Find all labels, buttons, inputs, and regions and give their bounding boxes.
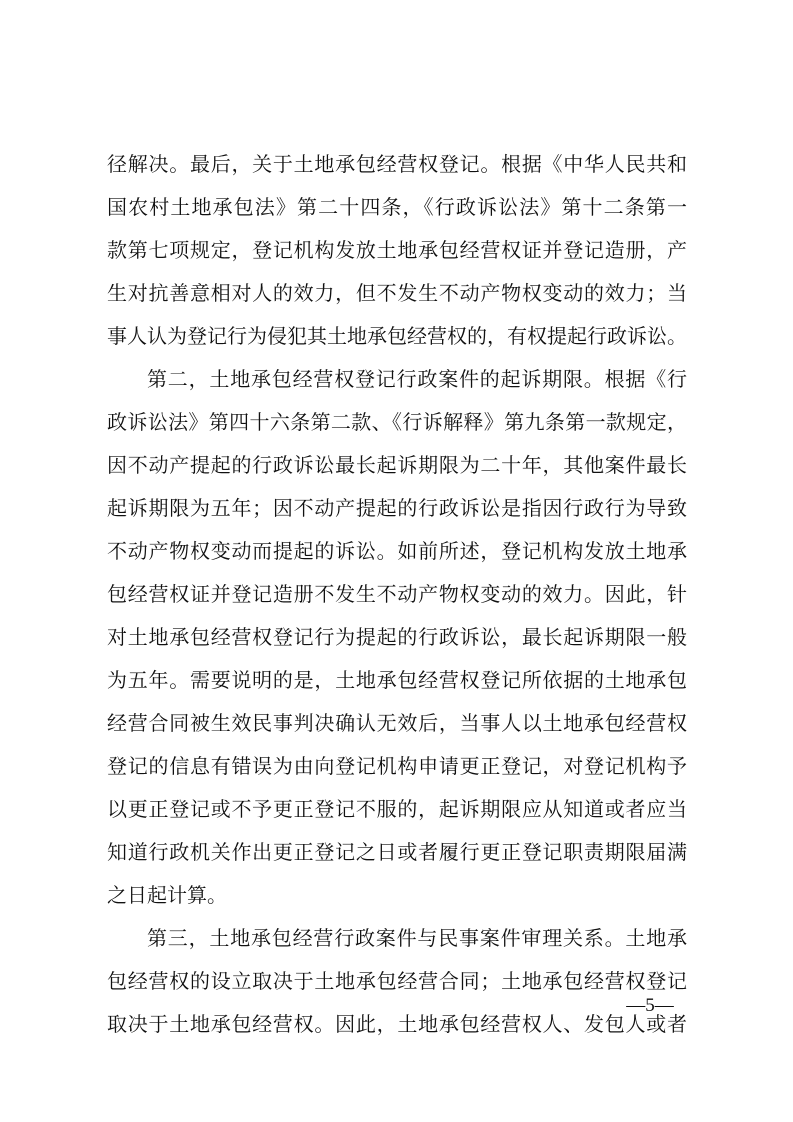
paragraph-2-line-13: 之日起计算。: [107, 883, 227, 907]
paragraph-1-line-5: 事人认为登记行为侵犯其土地承包经营权的，有权提起行政诉讼。: [107, 324, 687, 348]
paragraph-2-line-9: 经营合同被生效民事判决确认无效后，当事人以土地承包经营权: [107, 711, 687, 735]
paragraph-2-line-10: 登记的信息有错误为由向登记机构申请更正登记，对登记机构予: [107, 754, 687, 778]
paragraph-2-line-8: 为五年。需要说明的是，土地承包经营权登记所依据的土地承包: [107, 668, 687, 692]
paragraph-2-line-6: 包经营权证并登记造册不发生不动产物权变动的效力。因此，针: [107, 582, 687, 606]
paragraph-2-line-12: 知道行政机关作出更正登记之日或者履行更正登记职责期限届满: [107, 840, 687, 864]
paragraph-2-line-3: 因不动产提起的行政诉讼最长起诉期限为二十年，其他案件最长: [107, 453, 687, 477]
paragraph-2-line-1: 第二，土地承包经营权登记行政案件的起诉期限。根据《行: [147, 367, 687, 391]
paragraph-2-line-4: 起诉期限为五年；因不动产提起的行政诉讼是指因行政行为导致: [107, 496, 687, 520]
paragraph-1-line-4: 生对抗善意相对人的效力，但不发生不动产物权变动的效力；当: [107, 281, 687, 305]
paragraph-3-line-1: 第三，土地承包经营行政案件与民事案件审理关系。土地承: [147, 926, 687, 950]
paragraph-1-line-1: 径解决。最后，关于土地承包经营权登记。根据《中华人民共和: [107, 152, 687, 176]
page-number: —5—: [626, 995, 674, 1016]
paragraph-2-line-11: 以更正登记或不予更正登记不服的，起诉期限应从知道或者应当: [107, 797, 687, 821]
paragraph-2-line-5: 不动产物权变动而提起的诉讼。如前所述，登记机构发放土地承: [107, 539, 687, 563]
paragraph-2-line-7: 对土地承包经营权登记行为提起的行政诉讼，最长起诉期限一般: [107, 625, 687, 649]
paragraph-1-line-3: 款第七项规定，登记机构发放土地承包经营权证并登记造册，产: [107, 238, 687, 262]
paragraph-3-line-2: 包经营权的设立取决于土地承包经营合同；土地承包经营权登记: [107, 969, 687, 993]
paragraph-1-line-2: 国农村土地承包法》第二十四条，《行政诉讼法》第十二条第一: [107, 195, 687, 219]
paragraph-3-line-3: 取决于土地承包经营权。因此，土地承包经营权人、发包人或者: [107, 1012, 687, 1036]
paragraph-2-line-2: 政诉讼法》第四十六条第二款、《行诉解释》第九条第一款规定，: [107, 410, 687, 434]
